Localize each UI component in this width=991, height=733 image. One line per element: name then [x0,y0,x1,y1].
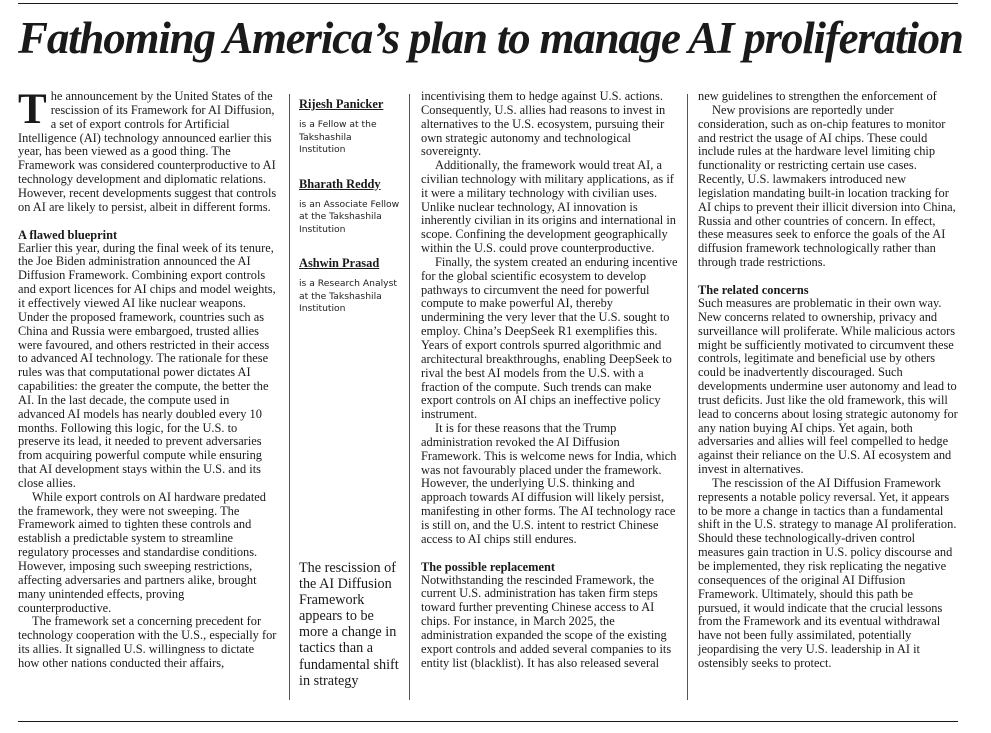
column-divider [289,94,290,700]
article-headline: Fathoming America’s plan to manage AI proliferation [18,13,963,63]
drop-cap: T [18,86,47,133]
intro-text: he announcement by the United States of the rescission of its Framework for AI Diffusion, a set of export controls for Artificial Intelligence (AI) technology announced earlier this year, has been viewed as a good thing. The Framework was considered counterproductive to AI technology development and diplomatic relations. However, recent developments suggest that controls on AI are likely to persist, albeit in different forms. [18,89,277,214]
body-paragraph: Finally, the system created an enduring incentive for the global scientific ecosystem to develop pathways to circumvent the need for powerful compute to make powerful AI, thereby undermining the very lever that the U.S. sought to employ. China’s DeepSeek R1 exemplifies this. Years of export controls spurred algorithmic and architectural breakthroughs, enabling DeepSeek to rival the best AI models from the U.S. with a fraction of the compute. Such trends can make export controls on AI chips an ineffective policy instrument. [421,254,678,422]
author-name: Bharath Reddy [299,176,381,191]
continued-text: incentivising them to hedge against U.S. actions. Consequently, U.S. allies had reasons to invest in alternatives to the U.S. ecosystem, pursuing their own strategic autonomy and technological sovereignty. [421,90,666,159]
body-paragraph: Earlier this year, during the final week of its tenure, the Joe Biden administration announced the AI Diffusion Framework. Combining export controls and export licences for AI chips and model weights, it effectively viewed AI like nuclear weapons. Under the proposed framework, countries such as China and Russia were embargoed, trusted allies were favoured, and others restricted in their access to advanced AI technology. The rationale for these rules was that computational power dictates AI capabilities: the greater the compute, the better the AI. In the last decade, the compute used in advanced AI models has nearly doubled every 10 months. Following this logic, for the U.S. to preserve its lead, it needed to prevent adversaries from acquiring powerful compute while ensuring that AI development stays within the U.S. and its close allies. [18,240,276,490]
article-column-3 [421,90,679,671]
body-paragraph: It is for these reasons that the Trump administration revoked the AI Diffusion Framework. This is welcome news for India, which was not favourably placed under the framework. However, the underlying U.S. thinking and approach towards AI diffusion will likely persist, manifesting in other forms. The AI technology race is still on, and the U.S. intent to restrict Chinese access to AI chips still endures. [421,421,677,546]
top-rule [18,3,958,4]
body-paragraph-continued: The framework set a concerning precedent for technology cooperation with the U.S., especially for its allies. It signalled U.S. willingness to dictate how other nations conducted their affairs, [18,615,277,670]
author-name: Ashwin Prasad [299,256,380,270]
body-paragraph: While export controls on AI hardware predated the framework, they were not sweeping. The Framework aimed to tighten these controls and establish a predictable system to streamline regulatory processes and standardise conditions. However, imposing such sweeping restrictions, affecting adversaries and partners alike, brought many unintended effects, proving counterproductive. [18,489,266,615]
intro-paragraph [18,86,278,215]
body-paragraph-continued: Notwithstanding the rescinded Framework, the current U.S. administration has taken firm steps toward further preventing Chinese access to AI chips. For instance, in March 2025, the administration expanded the scope of the existing export controls and added several companies to its entity list (blacklist). It has also released several [421,573,672,670]
author-bio [299,173,401,237]
author-name: Rijesh Panicker [299,97,384,111]
body-paragraph-continuation [698,90,958,104]
section-heading-flawed-blueprint: A flawed blueprint [18,227,118,242]
author-description: is an Associate Fellow at the Takshashila Institution [299,198,400,235]
author-description: is a Research Analyst at the Takshashila Institution [299,278,397,314]
body-paragraph: Such measures are problematic in their own way. New concerns related to ownership, privacy and surveillance will proliferate. While malicious actors might be sufficiently motivated to circumvent these controls, legitimate and beneficial use by others could be inadvertently discouraged. Such developments undermine user autonomy and lead to trust deficits. Just like the old framework, this will lead to concerns about losing strategic autonomy for any nation buying AI chips. Yet again, both adversaries and allies will feel compelled to hedge against their reliance on the U.S. AI ecosystem and invest in alternatives. [698,295,958,477]
body-paragraph: New provisions are reportedly under consideration, such as on-chip features to monitor and restrict the usage of AI chips. These could include rules at the hardware level limiting chip functionality or restricting certain use cases. Recently, U.S. lawmakers introduced new legislation mandating built-in location tracking for AI chips to prevent their illicit diversion into China, Russia and other countries of concern. In effect, these measures seek to enforce the goals of the AI diffusion framework technologically rather than through trade restrictions. [698,102,956,270]
column-divider [409,94,410,700]
bottom-rule [18,721,958,722]
section-heading-related-concerns: The related concerns [698,282,809,297]
author-bios [299,93,401,332]
continued-text: new guidelines to strengthen the enforcement of [698,90,937,103]
body-paragraph: Additionally, the framework would treat AI, a civilian technology with military applications, as if it were a military technology with civilian uses. Unlike nuclear technology, AI innovation is inherently civilian in its origins and international in scope. Confining the development geographically within the U.S. could prove counterproductive. [421,158,676,256]
section-heading-possible-replacement: The possible replacement [421,559,555,574]
author-bio [299,93,401,157]
body-paragraph-continuation [421,90,679,159]
body-paragraph: The rescission of the AI Diffusion Framework represents a notable policy reversal. Yet, it appears to be more a change in tactics than a fundamental shift in the U.S. strategy to manage AI proliferation. Should these technologically-driven control measures gain traction in U.S. policy discourse and be implemented, they risk replicating the negative consequences of the original AI Diffusion Framework. Ultimately, should this path be pursued, it would indicate that the crucial lessons from the Framework and its eventual withdrawal have not been fully assimilated, potentially jeopardising the very U.S. leadership in AI it ostensibly seeks to protect. [698,475,957,670]
column-divider [687,94,688,700]
author-bio [299,252,401,316]
pull-quote: The rescission of the AI Diffusion Framework appears to be more a change in tactics than a fundamental shift in strategy [299,560,399,689]
article-column-4 [698,90,958,671]
article-column-1 [18,86,278,670]
author-description: is a Fellow at the Takshashila Institution [299,119,377,155]
